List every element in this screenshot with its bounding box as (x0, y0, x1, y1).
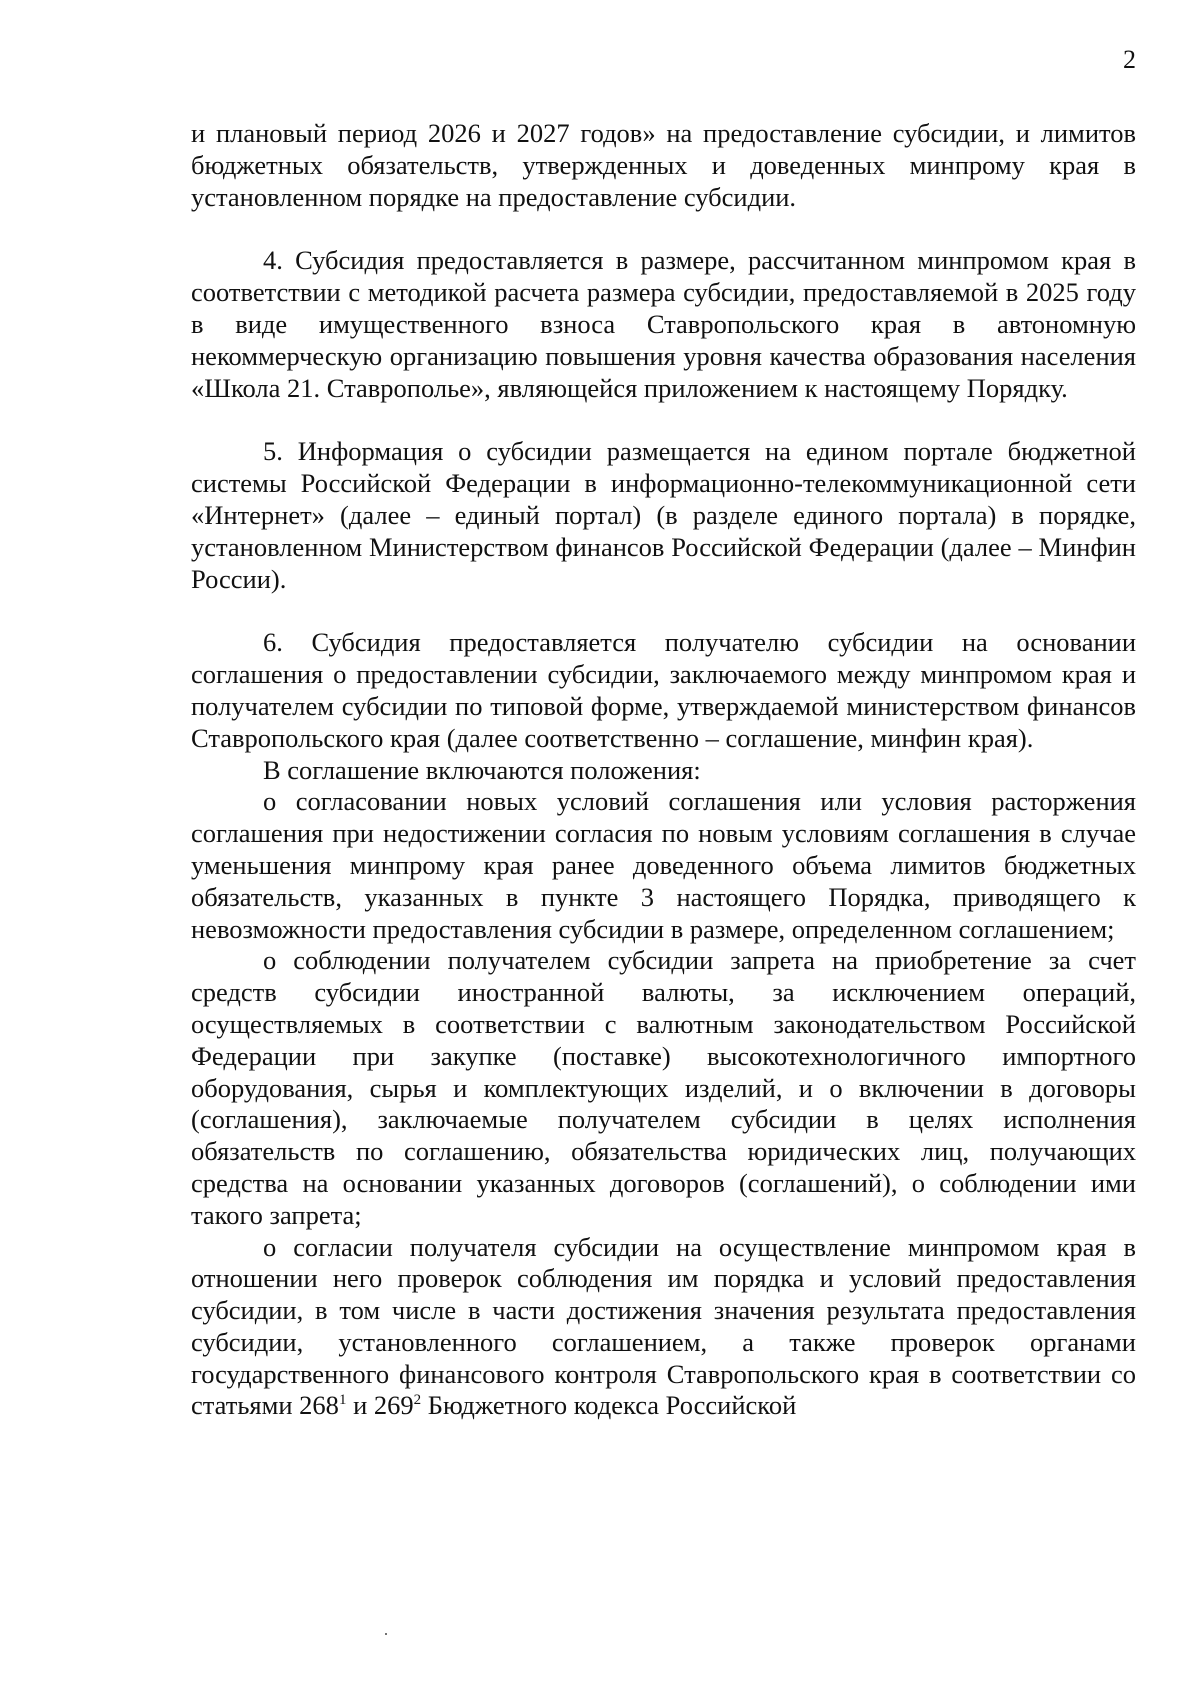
paragraph-continuation: и плановый период 2026 и 2027 годов» на предоставление субсидии, и лимитов бюджетных обязательств, утвержденных и доведенных минпрому края в установленном порядке на предоставление субсидии. (191, 118, 1136, 212)
inspection-text-and: и 269 (346, 1390, 414, 1421)
paragraph-item-6: 6. Субсидия предоставляется получателю субсидии на основании соглашения о предоставлении субсидии, заключаемого между минпромом края и получателем субсидии по типовой форме, утверждаемой министерством финансов Ставропольского края (далее соответственно – соглашение, минфин края). (191, 627, 1136, 753)
paragraph-item-4: 4. Субсидия предоставляется в размере, рассчитанном минпромом края в соответствии с методикой расчета размера субсидии, предоставляемой в 2025 году в виде имущественного взноса Ставропольского края в автономную некоммерческую организацию повышения уровня качества образования населения «Школа 21. Ставрополье», являющейся приложением к настоящему Порядку. (191, 245, 1136, 403)
paragraph-provision-currency-ban: о соблюдении получателем субсидии запрета на приобретение за счет средств субсидии иностранной валюты, за исключением операций, осуществляемых в соответствии с валютным законодательством Российской Федерации при закупке (поставке) высокотехнологичного импортного оборудования, сырья и комплектующих изделий, и о включении в договоры (соглашения), заключаемые получателем субсидии в целях исполнения обязательств по соглашению, обязательства юридических лиц, получающих средства на основании указанных договоров (соглашений), о соблюдении ими такого запрета; (191, 945, 1136, 1230)
document-body (191, 118, 1136, 1422)
paragraph-provision-inspection-consent (191, 1232, 1136, 1423)
inspection-text-tail: Бюджетного кодекса Российской (421, 1390, 797, 1421)
scan-speck (385, 1633, 387, 1635)
superscript-1: 1 (338, 1392, 347, 1409)
paragraph-provisions-intro: В соглашение включаются положения: (263, 754, 701, 785)
paragraph-provision-agreement-terms: о согласовании новых условий соглашения или условия расторжения соглашения при недостижении согласия по новым условиям соглашения в случае уменьшения минпрому края ранее доведенного объема лимитов бюджетных обязательств, указанных в пункте 3 настоящего Порядка, приводящего к невозможности предоставления субсидии в размере, определенном соглашением; (191, 786, 1136, 944)
paragraph-item-5: 5. Информация о субсидии размещается на едином портале бюджетной системы Российской Федерации в информационно-телекоммуникационной сети «Интернет» (далее – единый портал) (в разделе единого портала) в порядке, установленном Министерством финансов Российской Федерации (далее – Минфин России). (191, 436, 1136, 594)
page-number: 2 (1123, 45, 1136, 74)
inspection-text: о согласии получателя субсидии на осуществление минпромом края в отношении него проверок соблюдения им порядка и условий предоставления субсидии, в том числе в части достижения значения результата предоставления субсидии, установленного соглашением, а также проверок органами государственного финансового контроля Ставропольского края в соответствии со статьями 268 (191, 1231, 1136, 1421)
superscript-2: 2 (413, 1392, 422, 1409)
